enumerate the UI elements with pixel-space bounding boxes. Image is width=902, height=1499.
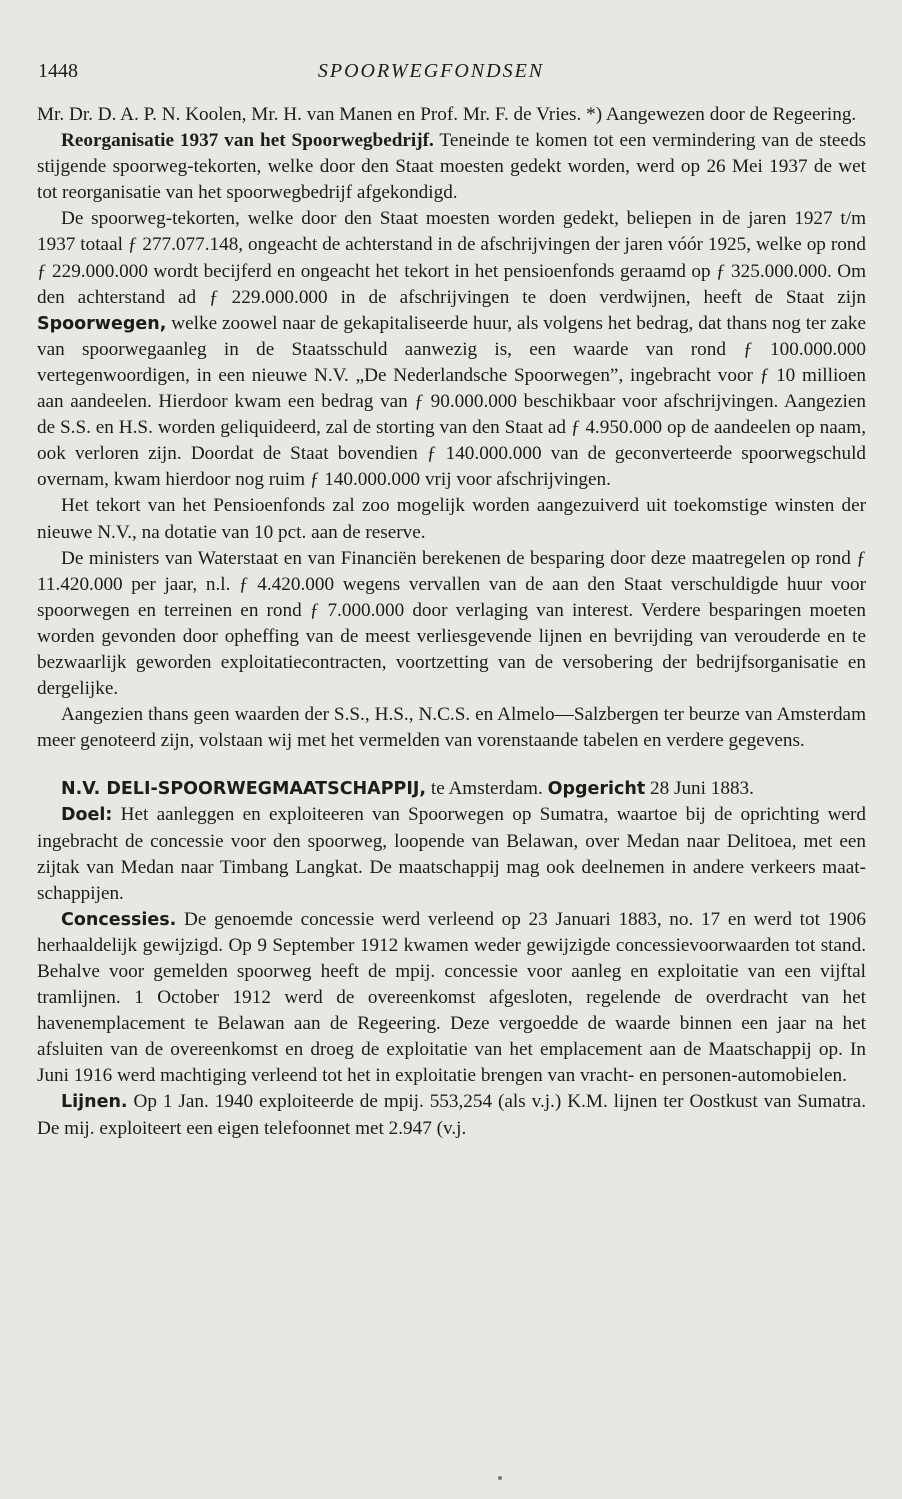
- paragraph-text: Op 1 Jan. 1940 exploiteerde de mpij. 553,254 (als v.j.) K.M. lijnen ter Oostkust van Sumatra. De mij. exploiteert een eigen telefoonnet met 2.947 (v.j.: [37, 1091, 866, 1139]
- paragraph-pension-fund: [37, 493, 866, 545]
- emphasis-spoorwegen: Spoorwegen,: [37, 313, 167, 334]
- print-speck: [498, 1476, 502, 1480]
- paragraph-text: te Amsterdam.: [426, 778, 548, 800]
- paragraph-text: De ministers van Waterstaat en van Financiën berekenen de besparing door deze maatregelen op rond ƒ 11.420.000 per jaar, n.l. ƒ 4.420.000 wegens vervallen van de aan den Staat verschuldigde huur voor spoorwegen en terreinen en rond ƒ 7.000.000 door verlaging van interest. Verdere besparingen moeten worden gevonden door opheffing van de meest verliesgevende lijnen en bevrijding van verouderde en te bezwaarlijk geworden exploitatiecontracten, voortzetting van de versobering der bedrijfsorganisatie en dergelijke.: [37, 547, 866, 700]
- company-name: N.V. DELI-SPOORWEGMAATSCHAPPIJ,: [61, 779, 427, 800]
- paragraph-text: Aangezien thans geen waarden der S.S., H.S., N.C.S. en Almelo—Salzbergen ter beurze van Amsterdam meer genoteerd zijn, volstaan wij met het vermelden van vorenstaande tabelen en verdere gegevens.: [37, 704, 866, 752]
- paragraph-savings: [37, 546, 866, 703]
- paragraph-doel: [37, 802, 866, 906]
- paragraph-text: welke zoowel naar de gekapitaliseerde huur, als volgens het bedrag, dat thans nog ter zake van spoorwegaanleg in de Staatsschuld aanwezig is, een waarde van rond ƒ 100.000.000 vertegenwoordigen, in een nieuwe N.V. „De Nederlandsche Spoorwegen”, ingebracht voor ƒ 10 millioen aan aandeelen. Hierdoor kwam een bedrag van ƒ 90.000.000 beschikbaar voor afschrijvingen. Aangezien de S.S. en H.S. worden geliquideerd, zal de storting van den Staat ad ƒ 4.950.000 op de aandeelen op naam, ook verloren zijn. Doordat de Staat bovendien ƒ 140.000.000 van de geconverteerde spoorwegschuld overnam, kwam hierdoor nog ruim ƒ 140.000.000 vrij voor afschrijvingen.: [37, 312, 866, 491]
- paragraph-text: Teneinde te komen tot een vermindering van de steeds stijgende spoorweg-tekorten, welke door den Staat moesten gedekt worden, werd op 26 Mei 1937 de wet tot reorganisatie van het spoorwegbedrijf afgekondigd.: [37, 130, 867, 204]
- running-title: SPOORWEGFONDSEN: [317, 60, 545, 82]
- paragraph-text: De genoemde concessie werd verleend op 23 Januari 1883, no. 17 en werd tot 1906 herhaaldelijk gewijzigd. Op 9 September 1912 kwamen weder gewijzigde concessievoorwaarden tot stand. Behalve voor gemelden spoorweg heeft de mpij. concessie voor aanleg en exploitatie van een vijftal tramlijnen. 1 October 1912 werd de overeenkomst afgesloten, regelende de overdracht van het havenemplacement te Belawan aan de Regeering. Deze vergoedde de waarde binnen een jaar na het afsluiten van de overeenkomst en droeg de exploitatie van het emplacement aan de Maatschappij op. In Juni 1916 werd machtiging verleend tot het in exploitatie brengen van vracht- en personen-automobielen.: [37, 908, 866, 1087]
- paragraph-reorganisation: [37, 128, 866, 206]
- body-text: [37, 102, 866, 1142]
- label-concessies: Concessies.: [61, 909, 177, 930]
- paragraph-company-entry: [37, 776, 866, 802]
- paragraph-concessies: [37, 907, 866, 1090]
- paragraph-supervisory-board: [37, 102, 866, 128]
- paragraph-text: De spoorweg-tekorten, welke door den Staat moesten worden gedekt, beliepen in de jaren 1927 t/m 1937 totaal ƒ 277.077.148, ongeacht de achterstand in de afschrijvingen der jaren vóór 1925, welke op rond ƒ 229.000.000 wordt becijferd en ongeacht het tekort in het pensioenfonds geraamd op ƒ 325.000.000. Om den achterstand ad ƒ 229.000.000 in de afschrijvingen te doen verdwijnen, heeft de Staat zijn: [37, 208, 866, 308]
- paragraph-lijnen: [37, 1089, 866, 1141]
- section-heading-reorganisation: Reorganisatie 1937 van het Spoorwegbedrijf.: [61, 130, 434, 152]
- paragraph-listings: [37, 702, 866, 754]
- label-doel: Doel:: [61, 805, 113, 826]
- paragraph-text: Het aanleggen en exploiteeren van Spoorwegen op Sumatra, waartoe bij de oprichting werd ingebracht de concessie voor den spoorweg, loopende van Belawan, over Medan naar Delitoea, met een zijtak van Medan naar Timbang Langkat. De maatschappij mag ook deelnemen in andere verkeers maatschappijen.: [37, 804, 866, 904]
- paragraph-text: Mr. Dr. D. A. P. N. Koolen, Mr. H. van Manen en Prof. Mr. F. de Vries. *) Aangewezen door de Regeering.: [37, 104, 857, 125]
- founded-label: Opgericht: [547, 779, 646, 800]
- page-number: 1448: [38, 60, 78, 82]
- page-header: [38, 60, 864, 90]
- paragraph-text: Het tekort van het Pensioenfonds zal zoo mogelijk worden aangezuiverd uit toekomstige winsten der nieuwe N.V., na dotatie van 10 pct. aan de reserve.: [37, 495, 866, 543]
- paragraph-text: 28 Juni 1883.: [645, 778, 754, 800]
- paragraph-deficits: [37, 206, 866, 493]
- label-lijnen: Lijnen.: [61, 1092, 128, 1113]
